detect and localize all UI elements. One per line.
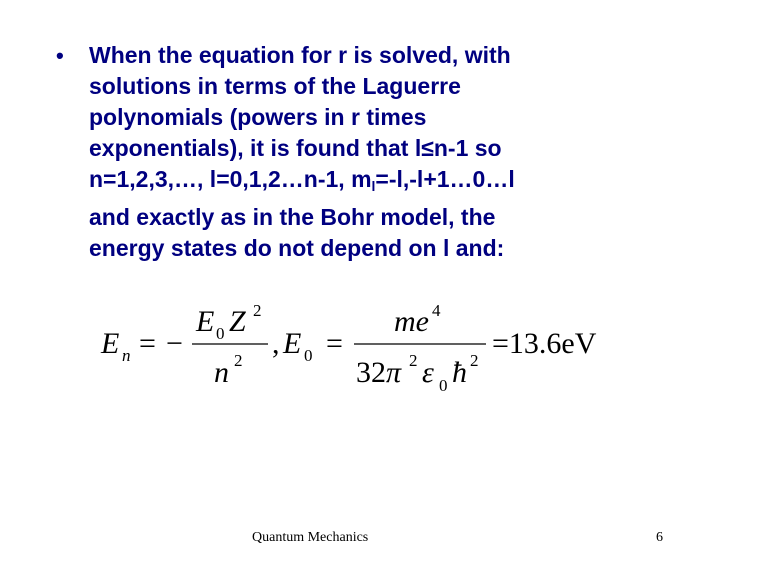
bullet-line-2: solutions in terms of the Laguerre: [89, 73, 461, 99]
eq-frac2-den-hbar-exp: 2: [470, 351, 479, 370]
eq-frac2-den-epsilon: ε: [422, 356, 434, 389]
bullet-line-3: polynomials (powers in r times: [89, 104, 427, 130]
eq-frac2-num-exp-4: 4: [432, 301, 441, 320]
eq-frac1-num-exp-2: 2: [253, 301, 262, 320]
bullet-line-6: and exactly as in the Bohr model, the: [89, 204, 496, 230]
page-number: 6: [656, 530, 663, 545]
equation-svg: [0, 290, 768, 400]
m-range-text: =-l,-l+1…0…l: [375, 166, 515, 192]
eq-frac2-den-epsilon-sub: 0: [439, 376, 448, 395]
bullet-paragraph: [56, 40, 696, 264]
eq-frac1-den-n: n: [214, 356, 229, 389]
eq-lhs-E: E: [101, 327, 120, 360]
eq-lhs-sub-n: n: [122, 346, 131, 365]
eq-comma: ,: [272, 327, 280, 360]
footer-title: Quantum Mechanics: [252, 530, 369, 545]
bullet-line-4: exponentials), it is found that l≤n-1 so: [89, 135, 502, 161]
eq-minus: −: [166, 327, 183, 360]
energy-equation: [0, 290, 768, 400]
eq-frac2-den-pi: π: [386, 356, 402, 389]
eq-equals-1: =: [139, 327, 156, 360]
bullet-line-1: When the equation for r is solved, with: [89, 42, 511, 68]
eq-frac1-num-Z: Z: [229, 305, 246, 338]
quantum-numbers-text: n=1,2,3,…, l=0,1,2…n-1, m: [89, 166, 372, 192]
bullet-marker: •: [56, 43, 64, 68]
eq-frac2-den-hbar: ħ: [452, 356, 467, 389]
bullet-line-7: energy states do not depend on l and:: [89, 235, 505, 261]
eq-E0-sub-0: 0: [304, 346, 313, 365]
eq-frac2-den-pi-exp: 2: [409, 351, 418, 370]
eq-equals-2: =: [326, 327, 343, 360]
m-subscript: l: [371, 178, 376, 194]
eq-frac2-num-me: me: [394, 305, 429, 338]
eq-frac2-den-32: 32: [356, 356, 386, 389]
eq-frac1-num-E: E: [196, 305, 215, 338]
bullet-line-5: [89, 164, 696, 202]
eq-result: =13.6eV: [492, 327, 597, 360]
eq-E0: E: [283, 327, 302, 360]
eq-frac1-den-exp-2: 2: [234, 351, 243, 370]
eq-frac1-num-sub-0: 0: [216, 324, 225, 343]
bullet-text: [89, 40, 696, 264]
